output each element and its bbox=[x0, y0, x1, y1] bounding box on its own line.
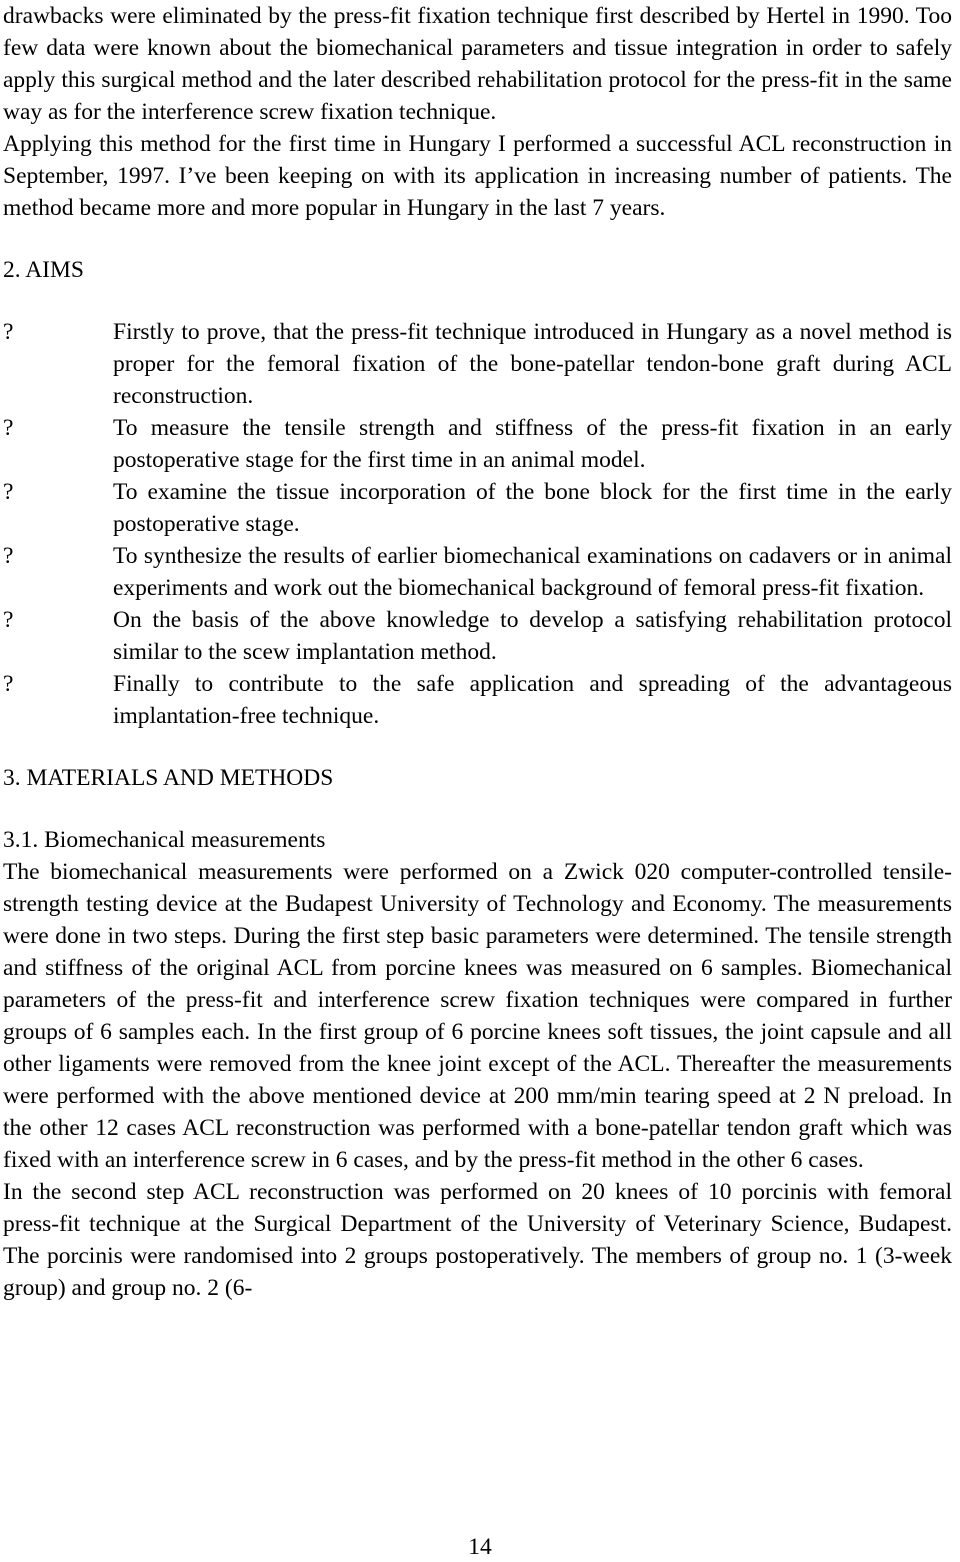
bullet-marker: ? bbox=[3, 543, 14, 569]
bullet-marker: ? bbox=[3, 607, 14, 633]
bullet-marker: ? bbox=[3, 479, 14, 505]
aim-text: On the basis of the above knowledge to develop a satisfying rehabilitation protocol similar to the scew implantation method. bbox=[113, 607, 952, 665]
aim-item bbox=[3, 476, 952, 540]
methods-paragraph-2: In the second step ACL reconstruction was performed on 20 knees of 10 porcinis with femoral press-fit technique at the Surgical Department of the University of Veterinary Science, Budapest. The porcinis were randomised into 2 groups postoperatively. The members of group no. 1 (3-week group) and group no. 2 (6- bbox=[3, 1179, 952, 1301]
aim-text: Firstly to prove, that the press-fit technique introduced in Hungary as a novel method is proper for the femoral fixation of the bone-patellar tendon-bone graft during ACL reconstruction. bbox=[113, 319, 952, 409]
bullet-marker: ? bbox=[3, 671, 14, 697]
aims-heading: 2. AIMS bbox=[3, 257, 84, 283]
aim-item bbox=[3, 412, 952, 476]
materials-methods-heading: 3. MATERIALS AND METHODS bbox=[3, 765, 334, 791]
aim-item bbox=[3, 604, 952, 668]
intro-paragraph-2: Applying this method for the first time in Hungary I performed a successful ACL reconstruction in September, 1997. I’ve been keeping on with its application in increasing number of patients. The method became more and more popular in Hungary in the last 7 years. bbox=[3, 131, 952, 221]
biomechanical-subheading: 3.1. Biomechanical measurements bbox=[3, 827, 326, 853]
bullet-marker: ? bbox=[3, 319, 14, 345]
intro-paragraph-1: drawbacks were eliminated by the press-fit fixation technique first described by Hertel in 1990. Too few data were known about the biomechanical parameters and tissue integration in order to safely apply this surgical method and the later described rehabilitation protocol for the press-fit in the same way as for the interference screw fixation technique. bbox=[3, 3, 952, 125]
document-page bbox=[3, 0, 952, 1304]
aim-text: To measure the tensile strength and stiffness of the press-fit fixation in an early postoperative stage for the first time in an animal model. bbox=[113, 415, 952, 473]
aim-text: Finally to contribute to the safe application and spreading of the advantageous implantation-free technique. bbox=[113, 671, 952, 729]
bullet-marker: ? bbox=[3, 415, 14, 441]
page-number: 14 bbox=[468, 1534, 492, 1560]
aim-item bbox=[3, 540, 952, 604]
methods-paragraph-1: The biomechanical measurements were performed on a Zwick 020 computer-controlled tensile-strength testing device at the Budapest University of Technology and Economy. The measurements were done in two steps. During the first step basic parameters were determined. The tensile strength and stiffness of the original ACL from porcine knees was measured on 6 samples. Biomechanical parameters of the press-fit and interference screw fixation techniques were compared in further groups of 6 samples each. In the first group of 6 porcine knees soft tissues, the joint capsule and all other ligaments were removed from the knee joint except of the ACL. Thereafter the measurements were performed with the above mentioned device at 200 mm/min tearing speed at 2 N preload. In the other 12 cases ACL reconstruction was performed with a bone-patellar tendon graft which was fixed with an interference screw in 6 cases, and by the press-fit method in the other 6 cases. bbox=[3, 859, 952, 1173]
aim-text: To examine the tissue incorporation of the bone block for the first time in the early postoperative stage. bbox=[113, 479, 952, 537]
aim-item bbox=[3, 668, 952, 732]
aim-item bbox=[3, 316, 952, 412]
aim-text: To synthesize the results of earlier biomechanical examinations on cadavers or in animal experiments and work out the biomechanical background of femoral press-fit fixation. bbox=[113, 543, 952, 601]
aims-list bbox=[3, 316, 952, 732]
